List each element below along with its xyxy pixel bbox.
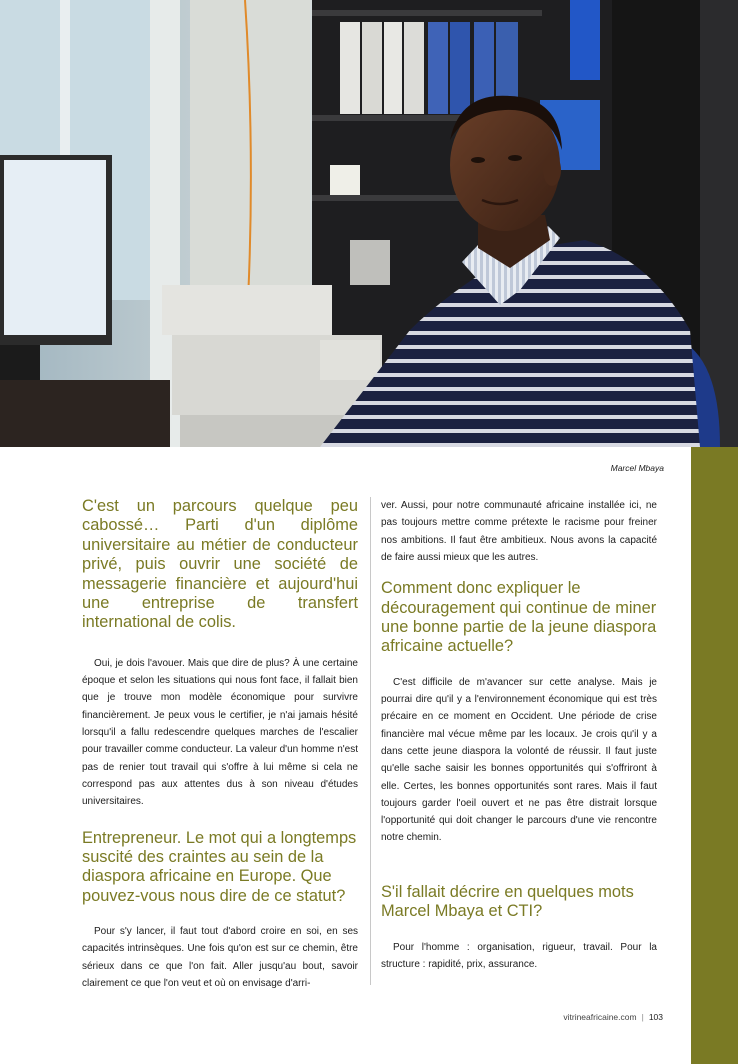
photo-caption: Marcel Mbaya (610, 463, 664, 473)
right-column (381, 497, 657, 973)
column-divider (370, 497, 371, 985)
page-footer (563, 1012, 663, 1022)
page-number: 103 (648, 1012, 663, 1022)
left-column (82, 497, 358, 992)
answer-paragraph: Pour l'homme : organisation, rigueur, travail. Pour la structure : rapidité, prix, assurance. (381, 941, 657, 970)
site-url: vitrineafricaine.com (563, 1012, 637, 1022)
office-scene (0, 0, 738, 447)
interview-question: S'il fallait décrire en quelques mots Marcel Mbaya et CTI? (381, 882, 634, 921)
answer-paragraph-continued: ver. Aussi, pour notre communauté africaine installée ici, ne pas toujours mettre comme prétexte le racisme pour freiner nos ambitions. Il faut être ambitieux. Nous avons la capacité de faire aussi mieux que les autres. (381, 500, 657, 563)
portrait-photo (0, 0, 738, 447)
interview-question: Comment donc expliquer le découragement qui continue de miner une bonne partie de la jeune diaspora africaine actuelle? (381, 579, 657, 656)
answer-paragraph: Pour s'y lancer, il faut tout d'abord croire en soi, en ses capacités intrinsèques. Une fois qu'on est sur ce chemin, être sérieux dans ce que l'on fait. Aller jusqu'au bout, savoir clairement ce que l'on veut et où on envisage d'arri- (82, 926, 358, 990)
answer-paragraph: Oui, je dois l'avouer. Mais que dire de plus? À une certaine époque et selon les situations qui nous font face, il fallait bien que je trouve mon modèle économique pour survivre financièrement. Je peux vous le certifier, je n'ai jamais hésité lorsqu'il a fallu redescendre quelques marches de l'escalier pour travailler comme conducteur. La valeur d'un homme n'est pas de renier tout travail qui s'offre à lui même si cela ne correspond pas aux attentes dus à son niveau d'études universitaires. (82, 657, 358, 808)
answer-paragraph: C'est difficile de m'avancer sur cette analyse. Mais je pourrai dire qu'il y a l'environnement économique qui est très précaire en ce moment en Occident. Une période de crise financière mal vécue même par les locaux. Je crois qu'il y a dans cette jeune diaspora la volonté de réussir. Il faut juste qu'elle sache saisir les bonnes opportunités qui s'offriront à elle. Certes, les bonnes opportunités sont rares. Mais il faut toujours garder l'oeil ouvert et ne pas être distrait lorsque l'opportunité qui doit changer le parcours d'une vie rencontre notre chemin. (381, 676, 657, 844)
accent-sidebar (691, 447, 738, 1064)
lead-question: C'est un parcours quelque peu cabossé… Parti d'un diplôme universitaire au métier de conducteur privé, puis ouvrir une société de messagerie financière et aujourd'hui une entreprise de transfert international de colis. (82, 497, 358, 632)
interview-question: Entrepreneur. Le mot qui a longtemps suscité des craintes au sein de la diaspora africaine en Europe. Que pouvez-vous nous dire de ce statut? (82, 828, 357, 905)
footer-separator: | (641, 1012, 644, 1022)
